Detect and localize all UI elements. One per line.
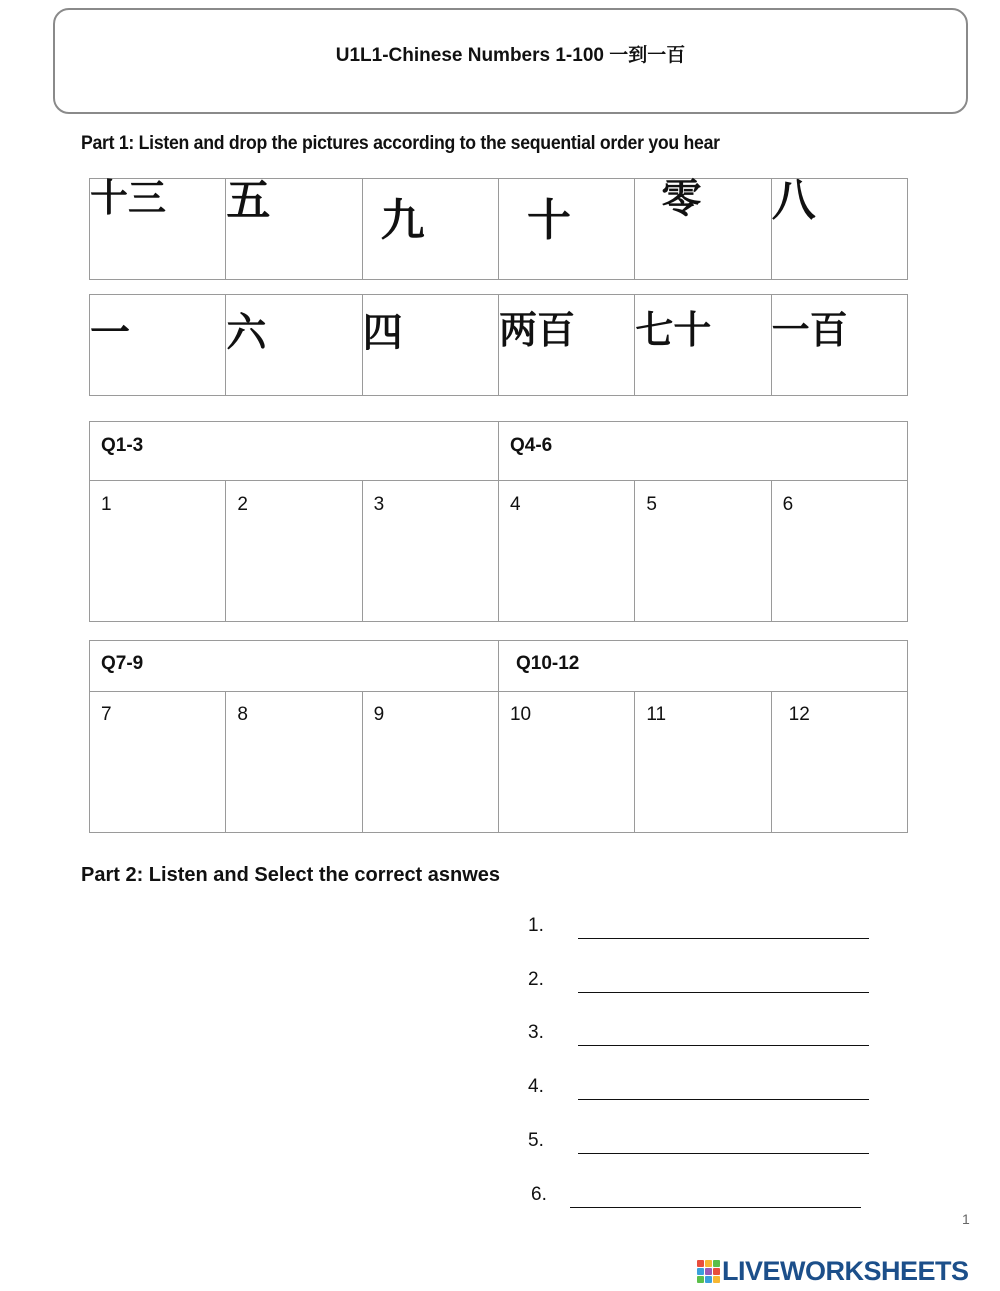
answer-blank[interactable] (578, 1099, 869, 1100)
character-tiles-row-1 (89, 175, 908, 280)
answer-blank[interactable] (578, 992, 869, 993)
drop-zone[interactable]: 1 (90, 481, 226, 622)
group-header: Q7-9 (90, 641, 499, 692)
answer-number: 6. (531, 1184, 547, 1205)
draggable-character-tile[interactable]: 零 (635, 179, 771, 280)
draggable-character-tile[interactable]: 一 (90, 295, 226, 396)
answer-table-q7-12 (89, 640, 908, 833)
brand-logo (697, 1256, 969, 1287)
drop-zone[interactable]: 8 (226, 692, 362, 833)
drop-zone[interactable]: 12 (771, 692, 907, 833)
part1-heading: Part 1: Listen and drop the pictures according to the sequential order you hear (81, 133, 720, 154)
group-header: Q4-6 (498, 422, 907, 481)
drop-zone[interactable]: 11 (635, 692, 771, 833)
draggable-character-tile[interactable]: 十三 (90, 179, 226, 280)
answer-number: 3. (528, 1022, 544, 1043)
drop-zone[interactable]: 10 (498, 692, 634, 833)
draggable-character-tile[interactable]: 六 (226, 295, 362, 396)
liveworksheets-logo-icon (697, 1260, 721, 1284)
answer-number: 1. (528, 915, 544, 936)
answer-blank[interactable] (578, 1153, 869, 1154)
brand-name: LIVEWORKSHEETS (722, 1256, 969, 1286)
draggable-character-tile[interactable]: 两百 (498, 295, 634, 396)
answer-number: 5. (528, 1130, 544, 1151)
answer-blank[interactable] (570, 1207, 861, 1208)
drop-zone[interactable]: 3 (362, 481, 498, 622)
drop-zone[interactable]: 2 (226, 481, 362, 622)
drop-zone[interactable]: 4 (498, 481, 634, 622)
group-header: Q1-3 (90, 422, 499, 481)
draggable-character-tile[interactable]: 四 (362, 295, 498, 396)
drop-zone[interactable]: 5 (635, 481, 771, 622)
character-tiles-row-2 (89, 294, 908, 396)
draggable-character-tile[interactable]: 七十 (635, 295, 771, 396)
draggable-character-tile[interactable]: 八 (771, 179, 907, 280)
answer-blank[interactable] (578, 1045, 869, 1046)
drop-zone[interactable]: 9 (362, 692, 498, 833)
answer-number: 4. (528, 1076, 544, 1097)
draggable-character-tile[interactable]: 九 (362, 179, 498, 280)
drop-zone[interactable]: 6 (771, 481, 907, 622)
draggable-character-tile[interactable]: 一百 (771, 295, 907, 396)
page-title: U1L1-Chinese Numbers 1-100 一到一百 (335, 45, 686, 66)
draggable-character-tile[interactable]: 五 (226, 179, 362, 280)
title-box (53, 8, 968, 114)
answer-number: 2. (528, 969, 544, 990)
answer-blank[interactable] (578, 938, 869, 939)
part2-heading: Part 2: Listen and Select the correct asnwes (81, 864, 501, 886)
page-number: 1 (962, 1211, 970, 1227)
answer-table-q1-6 (89, 421, 908, 622)
draggable-character-tile[interactable]: 十 (498, 179, 634, 280)
drop-zone[interactable]: 7 (90, 692, 226, 833)
group-header: Q10-12 (498, 641, 907, 692)
